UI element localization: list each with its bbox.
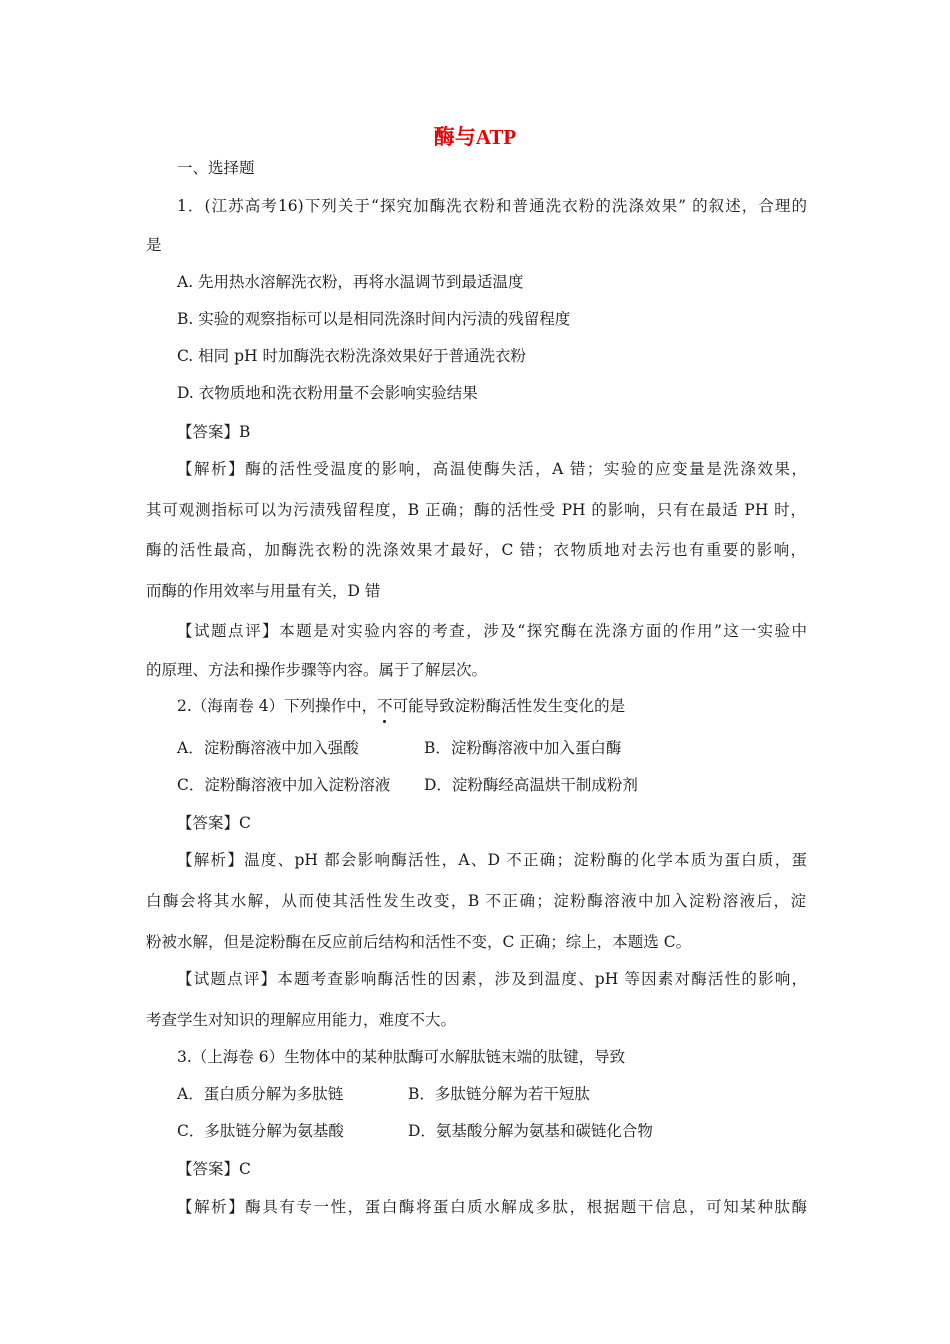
q2-stem	[177, 695, 625, 717]
q2-option-a: A．淀粉酶溶液中加入强酸	[177, 739, 359, 757]
q1-analysis-line3: 酶的活性最高，加酶洗衣粉的洗涤效果才最好，C 错；衣物质地对去污也有重要的影响，	[146, 541, 806, 559]
q1-analysis-line1: 【解析】酶的活性受温度的影响，高温使酶失活，A 错；实验的应变量是洗涤效果，	[177, 460, 807, 478]
q1-option-c: C. 相同 pH 时加酶洗衣粉洗涤效果好于普通洗衣粉	[177, 347, 526, 365]
q2-stem-prefix: 2.（海南卷 4）下列操作中，	[177, 697, 378, 715]
q2-analysis-line2: 白酶会将其水解，从而使其活性发生改变，B 不正确；淀粉酶溶液中加入淀粉溶液后，淀	[146, 892, 806, 910]
q1-comment-line1: 【试题点评】本题是对实验内容的考查，涉及“探究酶在洗涤方面的作用”这一实验中	[177, 622, 807, 640]
q2-option-b: B．淀粉酶溶液中加入蛋白酶	[424, 739, 622, 757]
q1-stem-line1: 1．(江苏高考16)下列关于“探究加酶洗衣粉和普通洗衣粉的洗涤效果” 的叙述，合理的	[177, 197, 807, 215]
q2-comment-line2: 考查学生对知识的理解应用能力，难度不大。	[146, 1011, 457, 1029]
q2-answer: 【答案】C	[177, 814, 251, 832]
q3-stem: 3.（上海卷 6）生物体中的某种肽酶可水解肽链末端的肽键，导致	[177, 1048, 626, 1066]
q3-analysis-line1: 【解析】酶具有专一性，蛋白酶将蛋白质水解成多肽，根据题干信息，可知某种肽酶	[177, 1198, 807, 1216]
q2-emphasis-char: 不	[377, 697, 393, 715]
q1-analysis-line4: 而酶的作用效率与用量有关，D 错	[146, 582, 381, 600]
q2-analysis-line3: 粉被水解，但是淀粉酶在反应前后结构和活性不变，C 正确；综上，本题选 C。	[146, 933, 692, 951]
q1-answer: 【答案】B	[177, 423, 251, 441]
q3-option-a: A．蛋白质分解为多肽链	[177, 1085, 344, 1103]
section-heading: 一、选择题	[177, 159, 255, 177]
q2-comment-line1: 【试题点评】本题考查影响酶活性的因素，涉及到温度、pH 等因素对酶活性的影响，	[177, 970, 807, 988]
q1-analysis-line2: 其可观测指标可以为污渍残留程度，B 正确；酶的活性受 PH 的影响，只有在最适 PH 时，	[146, 501, 806, 519]
q3-answer: 【答案】C	[177, 1160, 251, 1178]
q1-option-d: D. 衣物质地和洗衣粉用量不会影响实验结果	[177, 384, 478, 402]
q3-option-b: B．多肽链分解为若干短肽	[408, 1085, 590, 1103]
q1-option-b: B. 实验的观察指标可以是相同洗涤时间内污渍的残留程度	[177, 310, 571, 328]
q2-option-c: C．淀粉酶溶液中加入淀粉溶液	[177, 776, 391, 794]
q3-option-c: C．多肽链分解为氨基酸	[177, 1122, 344, 1140]
q2-analysis-line1: 【解析】温度、pH 都会影响酶活性，A、D 不正确；淀粉酶的化学本质为蛋白质，蛋	[177, 851, 807, 869]
q3-option-d: D．氨基酸分解为氨基和碳链化合物	[408, 1122, 653, 1140]
q2-stem-suffix: 可能导致淀粉酶活性发生变化的是	[392, 697, 626, 715]
q1-comment-line2: 的原理、方法和操作步骤等内容。属于了解层次。	[146, 661, 488, 679]
q2-option-d: D．淀粉酶经高温烘干制成粉剂	[424, 776, 638, 794]
document-title: 酶与ATP	[433, 125, 517, 149]
q1-option-a: A. 先用热水溶解洗衣粉，再将水温调节到最适温度	[177, 273, 524, 291]
q1-stem-line2: 是	[146, 236, 162, 254]
